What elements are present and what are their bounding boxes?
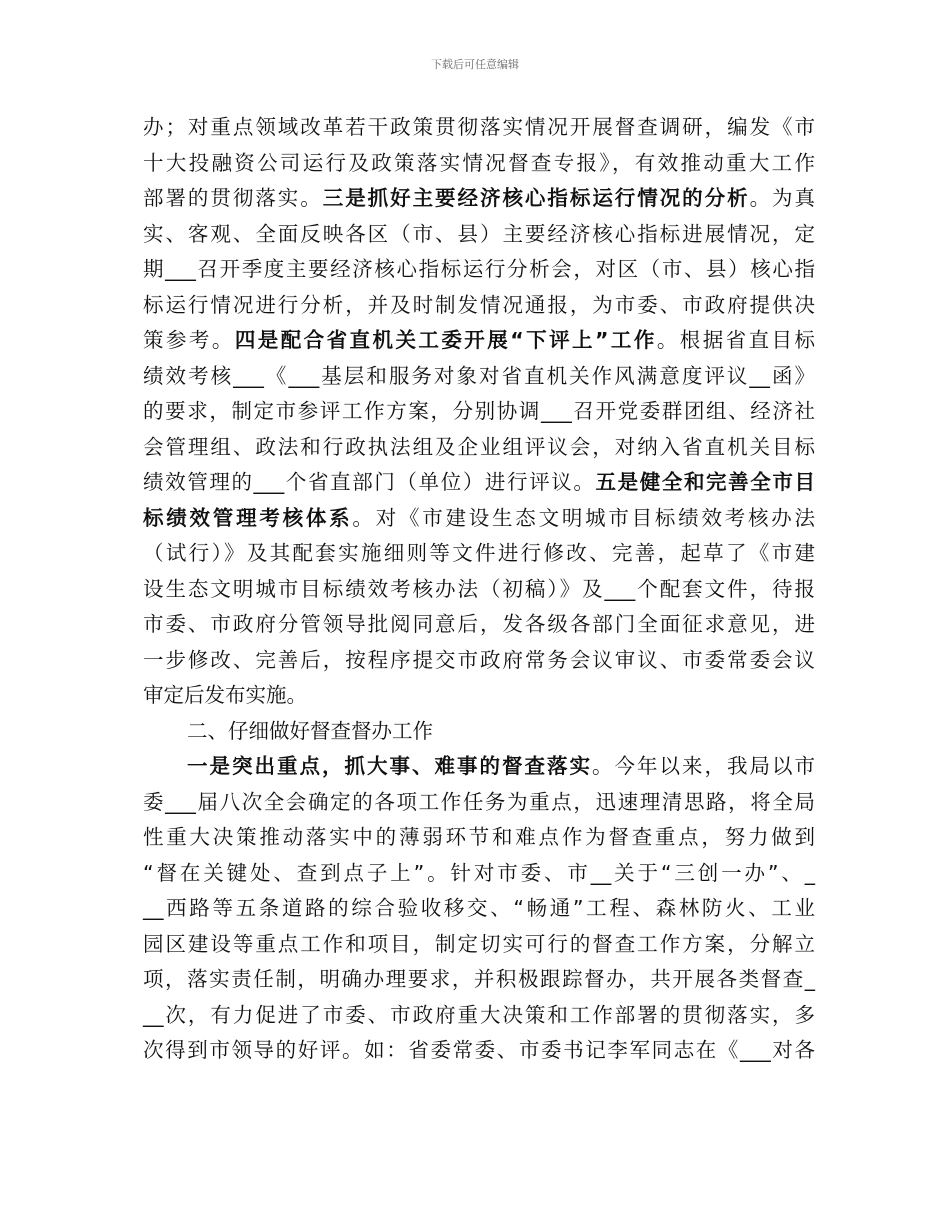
text-line bbox=[143, 430, 815, 466]
text-run: 委___届八次全会确定的各项工作任务为重点，迅速理清思路，将全局 bbox=[143, 789, 815, 814]
text-run: 绩效考核___《___基层和服务对象对省直机关作风满意度评议__函》 bbox=[143, 363, 815, 388]
bold-heading-run: 标绩效管理考核体系 bbox=[143, 505, 353, 530]
text-line bbox=[143, 927, 815, 963]
text-line bbox=[143, 288, 815, 324]
text-run: 。根据省直目标 bbox=[656, 328, 816, 352]
bold-heading-run: 三是抓好主要经济核心指标运行情况的分析 bbox=[322, 186, 750, 210]
text-run: “督在关键处、查到点子上”。针对市委、市__关于“三创一办”、_ bbox=[143, 860, 815, 885]
text-line bbox=[143, 820, 815, 856]
text-run: 办；对重点领域改革若干政策贯彻落实情况开展督查调研，编发《市 bbox=[143, 115, 815, 139]
text-line bbox=[143, 536, 815, 572]
text-line bbox=[143, 394, 815, 430]
text-run: 项，落实责任制，明确办理要求，并积极跟踪督办，共开展各类督查_ bbox=[143, 967, 815, 991]
text-run: 性重大决策推动落实中的薄弱环节和难点作为督查重点，努力做到 bbox=[143, 825, 815, 849]
bold-heading-run: 一是突出重点，抓大事、难事的督查落实 bbox=[187, 754, 592, 778]
text-run: 标运行情况进行分析，并及时制发情况通报，为市委、市政府提供决 bbox=[143, 292, 815, 317]
section-heading bbox=[143, 714, 815, 750]
text-run: __次，有力促进了市委、市政府重大决策和工作部署的贯彻落实，多 bbox=[143, 1002, 815, 1027]
text-line bbox=[143, 749, 815, 785]
text-line bbox=[143, 1033, 815, 1069]
text-run: 设生态文明城市目标绩效考核办法（初稿）》及___个配套文件，待报 bbox=[143, 576, 815, 601]
text-run: 一步修改、完善后，按程序提交市政府常务会议审议、市委常委会议 bbox=[143, 647, 815, 672]
text-line bbox=[143, 465, 815, 501]
text-line bbox=[143, 998, 815, 1034]
text-run: 。今年以来，我局以市 bbox=[592, 754, 815, 778]
section-heading-text: 二、仔细做好督查督办工作 bbox=[187, 718, 433, 743]
text-line bbox=[143, 323, 815, 359]
text-line bbox=[143, 856, 815, 892]
text-run: 。对《市建设生态文明城市目标绩效考核办法 bbox=[352, 505, 816, 530]
text-run: （试行）》及其配套实施细则等文件进行修改、完善，起草了《市建 bbox=[143, 541, 815, 565]
text-line bbox=[143, 678, 815, 714]
text-line bbox=[143, 962, 815, 998]
text-line bbox=[143, 891, 815, 927]
text-run: 市委、市政府分管领导批阅同意后，发各级各部门全面征求意见，进 bbox=[143, 612, 815, 636]
page-header-note: 下载后可任意编辑 bbox=[431, 58, 519, 71]
text-run: 次得到市领导的好评。如：省委常委、市委书记李军同志在《___对各 bbox=[143, 1038, 815, 1062]
text-line bbox=[143, 359, 815, 395]
text-line bbox=[143, 217, 815, 253]
text-line bbox=[143, 501, 815, 537]
text-run: 会管理组、政法和行政执法组及企业组评议会，对纳入省直机关目标 bbox=[143, 434, 815, 459]
bold-heading-run: 四是配合省直机关工委开展“下评上”工作 bbox=[234, 328, 657, 352]
text-run: 实、客观、全面反映各区（市、县）主要经济核心指标进展情况，定 bbox=[143, 221, 815, 246]
text-line bbox=[143, 110, 815, 146]
text-line bbox=[143, 572, 815, 608]
text-run: 审定后发布实施。 bbox=[143, 683, 307, 707]
text-run: 策参考。 bbox=[143, 328, 235, 352]
text-run: 期___召开季度主要经济核心指标运行分析会，对区（市、县）核心指 bbox=[143, 257, 815, 281]
text-run: 。为真 bbox=[749, 186, 816, 210]
text-line bbox=[143, 146, 815, 182]
text-run: 的要求，制定市参评工作方案，分别协调___召开党委群团组、经济社 bbox=[143, 399, 815, 423]
text-run: 绩效管理的___个省直部门（单位）进行评议。 bbox=[143, 470, 596, 494]
bold-heading-run: 五是健全和完善全市目 bbox=[595, 470, 816, 494]
text-line bbox=[143, 252, 815, 288]
text-line bbox=[143, 607, 815, 643]
text-run: 十大投融资公司运行及政策落实情况督查专报》，有效推动重大工作 bbox=[143, 150, 815, 175]
body-text bbox=[143, 110, 815, 1069]
text-run: __西路等五条道路的综合验收移交、“畅通”工程、森林防火、工业 bbox=[143, 896, 815, 920]
text-line bbox=[143, 785, 815, 821]
text-run: 园区建设等重点工作和项目，制定切实可行的督查工作方案，分解立 bbox=[143, 931, 815, 956]
text-run: 部署的贯彻落实。 bbox=[143, 186, 323, 210]
text-line bbox=[143, 181, 815, 217]
text-line bbox=[143, 643, 815, 679]
